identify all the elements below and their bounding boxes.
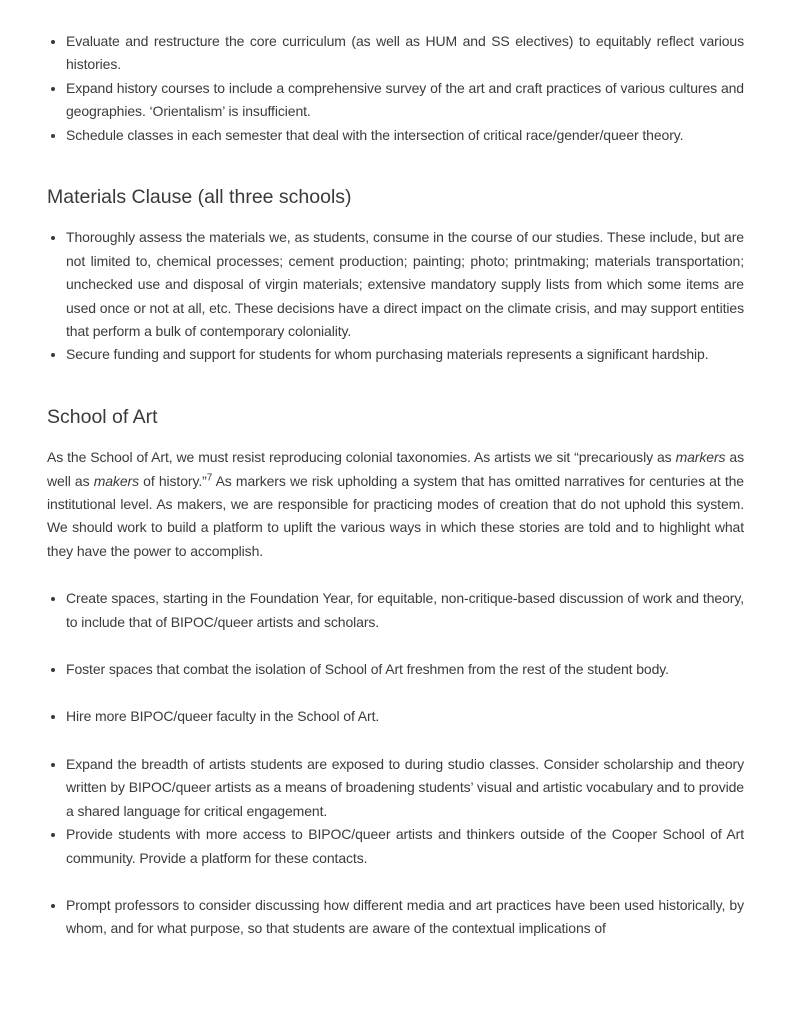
bullet-item: • Foster spaces that combat the isolation of School of Art freshmen from the rest of the student body. <box>66 658 744 681</box>
section-heading-school-of-art: School of Art <box>47 405 158 428</box>
bullet-item: • Provide students with more access to BIPOC/queer artists and thinkers outside of the Cooper School of Art community. Provide a platform for these contacts. <box>66 823 744 870</box>
paragraph-text: As markers we risk upholding a system that has omitted narratives for centuries at the institutional level. As makers, we are responsible for practicing modes of creation that do not uphold this system. We should work to build a platform to uplift the various ways in which these stories are told and to highlight what they have the power to accomplish. <box>47 472 744 559</box>
bullet-item: • Schedule classes in each semester that deal with the intersection of critical race/gender/queer theory. <box>66 124 744 147</box>
bullet-item: • Hire more BIPOC/queer faculty in the School of Art. <box>66 705 744 728</box>
paragraph-text: As the School of Art, we must resist reproducing colonial taxonomies. As artists we sit “precariously as <box>47 449 676 466</box>
materials-bullet-list <box>47 226 744 366</box>
paragraph-text: as well as <box>47 449 744 489</box>
italic-markers: markers <box>675 449 726 466</box>
bullet-item: • Secure funding and support for students for whom purchasing materials represents a significant hardship. <box>66 343 744 366</box>
bullet-item: • Prompt professors to consider discussing how different media and art practices have been used historically, by whom, and for what purpose, so that students are aware of the contextual implications of <box>66 894 744 941</box>
bullet-item: • Thoroughly assess the materials we, as students, consume in the course of our studies. These include, but are not limited to, chemical processes; cement production; painting; photo; printmaking; materials transportation; unchecked use and disposal of virgin materials; extensive mandatory supply lists from which some items are used once or not at all, etc. These decisions have a direct impact on the climate crisis, and may support entities that perform a bulk of contemporary coloniality. <box>66 226 744 343</box>
bullet-item: • Create spaces, starting in the Foundation Year, for equitable, non-critique-based discussion of work and theory, to include that of BIPOC/queer artists and scholars. <box>66 587 744 634</box>
school-of-art-bullet-list <box>47 587 744 940</box>
section-heading-materials-clause: Materials Clause (all three schools) <box>47 186 352 209</box>
italic-makers: makers <box>93 472 139 489</box>
school-of-art-paragraph <box>47 446 744 563</box>
bullet-item: • Expand the breadth of artists students are exposed to during studio classes. Consider scholarship and theory written by BIPOC/queer artists as a means of broadening students’ visual and artistic vocabulary and to provide a shared language for critical engagement. <box>66 753 744 823</box>
bullet-item: • Expand history courses to include a comprehensive survey of the art and craft practices of various cultures and geographies. ‘Orientalism’ is insufficient. <box>66 77 744 124</box>
bullet-item: • Evaluate and restructure the core curriculum (as well as HUM and SS electives) to equitably reflect various histories. <box>66 30 744 77</box>
intro-bullet-list <box>47 30 744 147</box>
footnote-ref-7: 7 <box>206 471 213 483</box>
paragraph-text: of history.” <box>138 472 207 489</box>
